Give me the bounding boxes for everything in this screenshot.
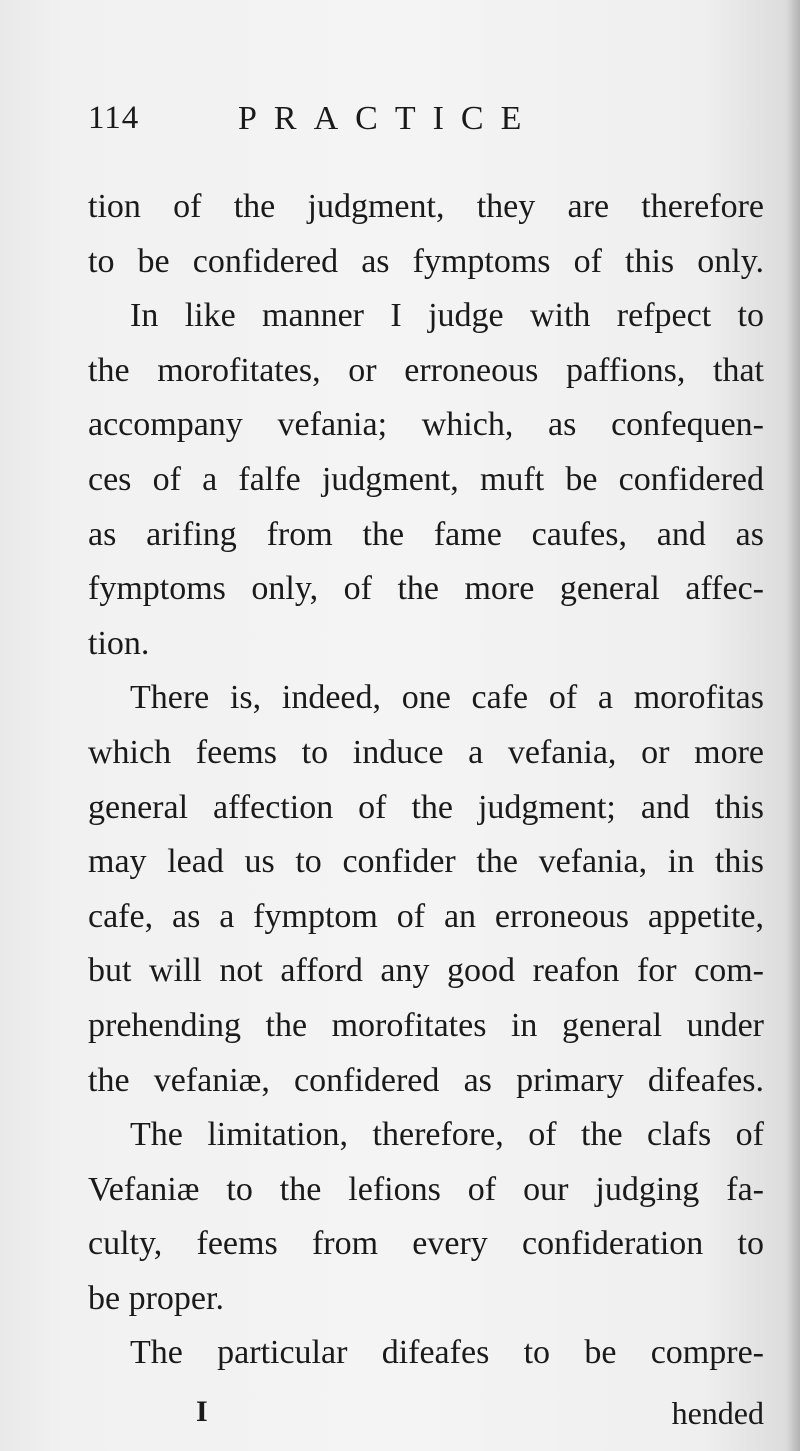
text-line: accompany vefania; which, as confequen-: [88, 406, 764, 444]
text-line: Vefaniæ to the lefions of our judging fa-: [88, 1170, 764, 1208]
text-line: The limitation, therefore, of the clafs of: [130, 1116, 764, 1154]
text-line: the vefaniæ, confidered as primary difeafes.: [88, 1061, 764, 1099]
text-line: which feems to induce a vefania, or more: [88, 733, 764, 771]
text-line: There is, indeed, one cafe of a morofitas: [130, 679, 764, 717]
page-edge-shadow: [786, 0, 800, 1451]
text-line: ces of a falfe judgment, muft be confidered: [88, 460, 764, 498]
text-line: tion of the judgment, they are therefore: [88, 188, 764, 225]
text-line: general affection of the judgment; and this: [88, 788, 764, 826]
catchword: hended: [671, 1395, 764, 1431]
text-line: In like manner I judge with refpect to: [130, 297, 764, 335]
text-line: The particular difeafes to be compre-: [130, 1334, 764, 1372]
text-line: may lead us to confider the vefania, in this: [88, 843, 764, 881]
page-header: [88, 96, 728, 146]
page-number: 114: [88, 100, 140, 136]
text-line: the morofitates, or erroneous paffions, that: [88, 351, 764, 389]
body-text: [88, 180, 764, 1381]
text-line: be proper.: [88, 1279, 224, 1317]
page-footer: [88, 1395, 764, 1435]
text-line: but will not afford any good reafon for com-: [88, 952, 764, 990]
text-line: tion.: [88, 624, 150, 662]
text-line: prehending the morofitates in general under: [88, 1006, 764, 1044]
text-line: cafe, as a fymptom of an erroneous appetite,: [88, 897, 764, 935]
running-head: PRACTICE: [238, 100, 539, 137]
signature-mark: I: [196, 1395, 208, 1428]
text-line: to be confidered as fymptoms of this only.: [88, 242, 764, 280]
text-line: culty, feems from every confideration to: [88, 1225, 764, 1263]
text-line: fymptoms only, of the more general affec-: [88, 570, 764, 608]
text-line: as arifing from the fame caufes, and as: [88, 515, 764, 553]
